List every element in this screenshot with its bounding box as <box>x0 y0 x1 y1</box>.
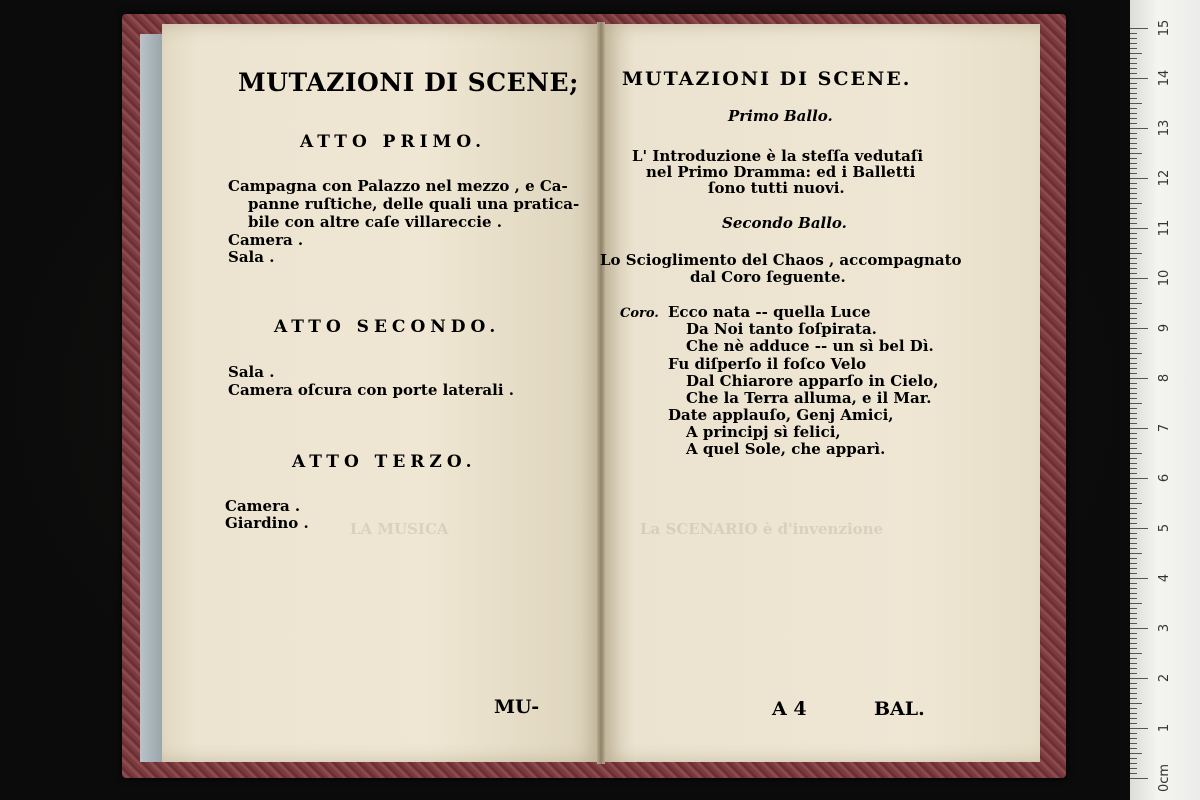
ruler-tick <box>1130 638 1137 639</box>
ruler-tick <box>1130 428 1148 429</box>
ruler-tick <box>1130 418 1137 419</box>
coro-line: Date applauſo, Genj Amici, <box>668 406 894 424</box>
ruler-tick <box>1130 748 1137 749</box>
ballo-line: Lo Scioglimento del Chaos , accompagnato <box>600 251 962 269</box>
ruler-tick <box>1130 233 1137 234</box>
ruler-tick <box>1130 208 1137 209</box>
ruler-tick <box>1130 488 1137 489</box>
ruler-tick <box>1130 413 1137 414</box>
ruler-tick <box>1130 338 1137 339</box>
coro-line: Dal Chiarore apparſo in Cielo, <box>686 372 939 390</box>
ruler-tick <box>1130 68 1137 69</box>
scene-line: Camera . <box>228 231 304 249</box>
ruler-tick <box>1130 568 1137 569</box>
ruler-tick <box>1130 648 1137 649</box>
ruler-tick <box>1130 603 1142 604</box>
ruler-tick <box>1130 763 1137 764</box>
ruler-tick <box>1130 618 1137 619</box>
ruler-tick <box>1130 548 1137 549</box>
ruler-tick <box>1130 273 1137 274</box>
ruler-tick <box>1130 318 1137 319</box>
coro-line: Fu diſperſo il foſco Velo <box>668 355 867 373</box>
ruler-tick <box>1130 768 1137 769</box>
ruler-number: 13 <box>1157 119 1172 137</box>
ruler-tick <box>1130 203 1142 204</box>
ruler-tick <box>1130 588 1137 589</box>
ruler-tick <box>1130 283 1137 284</box>
ruler-tick <box>1130 323 1137 324</box>
ruler-tick <box>1130 353 1142 354</box>
ballo-line: L' Introduzione è la steſſa vedutaſi <box>632 147 924 165</box>
ruler-tick <box>1130 723 1137 724</box>
ballo-heading: Primo Ballo. <box>728 107 833 125</box>
ruler-tick <box>1130 358 1137 359</box>
ruler-tick <box>1130 523 1137 524</box>
ruler-number: 2 <box>1157 673 1172 683</box>
ruler-tick <box>1130 228 1148 229</box>
ballo-heading: Secondo Ballo. <box>722 214 847 232</box>
ruler-tick <box>1130 113 1137 114</box>
ruler-tick <box>1130 493 1137 494</box>
scene-line: Camera oſcura con porte laterali . <box>228 381 514 399</box>
scene-line: Camera . <box>225 497 301 515</box>
ruler-number: 11 <box>1157 219 1172 237</box>
ruler-tick <box>1130 508 1137 509</box>
ruler-tick <box>1130 378 1148 379</box>
ruler-tick <box>1130 98 1137 99</box>
ruler-tick <box>1130 368 1137 369</box>
ruler-tick <box>1130 478 1148 479</box>
ruler-tick <box>1130 773 1137 774</box>
ruler-tick <box>1130 238 1137 239</box>
act-heading: ATTO SECONDO. <box>274 317 501 337</box>
book-gutter <box>597 22 605 764</box>
ruler-tick <box>1130 303 1142 304</box>
ruler-number: 12 <box>1157 169 1172 187</box>
ruler-number: 3 <box>1157 623 1172 633</box>
coro-line: A quel Sole, che apparì. <box>686 440 886 458</box>
ruler-tick <box>1130 218 1137 219</box>
ruler-tick <box>1130 483 1137 484</box>
ruler-tick <box>1130 658 1137 659</box>
ruler-tick <box>1130 153 1142 154</box>
ruler-tick <box>1130 448 1137 449</box>
ruler-tick <box>1130 363 1137 364</box>
ruler-tick <box>1130 663 1137 664</box>
right-page-title: MUTAZIONI DI SCENE. <box>622 68 912 90</box>
ruler-tick <box>1130 473 1137 474</box>
coro-label: Coro. <box>620 306 659 321</box>
ruler-tick <box>1130 713 1137 714</box>
ruler-tick <box>1130 263 1137 264</box>
ruler-tick <box>1130 623 1137 624</box>
ruler-tick <box>1130 433 1137 434</box>
ruler-tick <box>1130 128 1148 129</box>
ruler-number: 6 <box>1157 473 1172 483</box>
ruler-tick <box>1130 633 1137 634</box>
ruler-tick <box>1130 163 1137 164</box>
ruler-tick <box>1130 733 1137 734</box>
ruler-tick <box>1130 123 1137 124</box>
ruler-tick <box>1130 613 1137 614</box>
scene-line: bile con altre caſe villareccie . <box>248 213 502 231</box>
ruler-tick <box>1130 698 1137 699</box>
ruler-tick <box>1130 553 1142 554</box>
ruler-tick <box>1130 468 1137 469</box>
ruler-tick <box>1130 423 1137 424</box>
bleed-through: La SCENARIO è d'invenzione <box>640 520 884 538</box>
ruler-tick <box>1130 158 1137 159</box>
ruler-tick <box>1130 193 1137 194</box>
coro-line: Ecco nata -- quella Luce <box>668 303 871 321</box>
ruler-tick <box>1130 313 1137 314</box>
ballo-line: nel Primo Dramma: ed i Balletti <box>646 163 916 181</box>
ruler-tick <box>1130 528 1148 529</box>
catchword: MU- <box>494 696 540 718</box>
ruler-tick <box>1130 388 1137 389</box>
signature-mark: A 4 <box>772 698 807 720</box>
ruler-tick <box>1130 178 1148 179</box>
ruler-tick <box>1130 628 1148 629</box>
ruler-number: 8 <box>1157 373 1172 383</box>
ruler-tick <box>1130 183 1137 184</box>
coro-line: Che nè adduce -- un sì bel Dì. <box>686 337 934 355</box>
ruler-tick <box>1130 48 1137 49</box>
ruler-tick <box>1130 93 1137 94</box>
ruler-tick <box>1130 333 1137 334</box>
ruler-tick <box>1130 643 1137 644</box>
ruler-tick <box>1130 738 1137 739</box>
ruler-tick <box>1130 173 1137 174</box>
ruler-tick <box>1130 683 1137 684</box>
left-page-title: MUTAZIONI DI SCENE; <box>238 68 579 97</box>
ruler-tick <box>1130 458 1137 459</box>
ruler-tick <box>1130 53 1142 54</box>
ruler-tick <box>1130 248 1137 249</box>
ruler-tick <box>1130 28 1148 29</box>
ruler-tick <box>1130 223 1137 224</box>
ballo-line: ſono tutti nuovi. <box>708 179 845 197</box>
ruler-tick <box>1130 398 1137 399</box>
ruler-tick <box>1130 728 1148 729</box>
ruler-tick <box>1130 743 1137 744</box>
ruler-tick <box>1130 563 1137 564</box>
ruler-tick <box>1130 758 1137 759</box>
ruler-tick <box>1130 373 1137 374</box>
ruler-tick <box>1130 58 1137 59</box>
ruler-tick <box>1130 538 1137 539</box>
ruler-number: 0cm <box>1157 763 1172 793</box>
ruler-tick <box>1130 533 1137 534</box>
ruler-tick <box>1130 268 1137 269</box>
ruler-tick <box>1130 578 1148 579</box>
ruler-tick <box>1130 573 1137 574</box>
ruler-tick <box>1130 438 1137 439</box>
ruler-tick <box>1130 88 1137 89</box>
act-heading: ATTO PRIMO. <box>300 132 487 152</box>
ruler-tick <box>1130 703 1142 704</box>
ruler-tick <box>1130 148 1137 149</box>
ruler-tick <box>1130 753 1142 754</box>
ruler-tick <box>1130 278 1148 279</box>
ruler-tick <box>1130 298 1137 299</box>
ruler-number: 4 <box>1157 573 1172 583</box>
ballo-line: dal Coro ſeguente. <box>690 268 846 286</box>
ruler-tick <box>1130 293 1137 294</box>
ruler-tick <box>1130 708 1137 709</box>
ruler-tick <box>1130 243 1137 244</box>
ruler-tick <box>1130 103 1142 104</box>
ruler-tick <box>1130 213 1137 214</box>
ruler-tick <box>1130 778 1148 779</box>
ruler-tick <box>1130 83 1137 84</box>
ruler-tick <box>1130 168 1137 169</box>
scene-line: Giardino . <box>225 514 309 532</box>
coro-line: Da Noi tanto ſoſpirata. <box>686 320 877 338</box>
ruler-tick <box>1130 138 1137 139</box>
ruler-tick <box>1130 308 1137 309</box>
ruler-tick <box>1130 133 1137 134</box>
ruler-tick <box>1130 513 1137 514</box>
ruler-tick <box>1130 558 1137 559</box>
ruler-tick <box>1130 288 1137 289</box>
ruler-number: 14 <box>1157 69 1172 87</box>
ruler-tick <box>1130 463 1137 464</box>
catchword: BAL. <box>874 698 925 720</box>
ruler-tick <box>1130 328 1148 329</box>
ruler-tick <box>1130 188 1137 189</box>
act-heading: ATTO TERZO. <box>292 452 477 472</box>
bleed-through: LA MUSICA <box>350 520 449 538</box>
ruler-tick <box>1130 503 1142 504</box>
ruler-tick <box>1130 393 1137 394</box>
ruler-tick <box>1130 78 1148 79</box>
coro-line: Che la Terra alluma, e il Mar. <box>686 389 932 407</box>
ruler-tick <box>1130 63 1137 64</box>
ruler-tick <box>1130 593 1137 594</box>
ruler-tick <box>1130 688 1137 689</box>
ruler-tick <box>1130 383 1137 384</box>
ruler-tick <box>1130 518 1137 519</box>
ruler-tick <box>1130 118 1137 119</box>
ruler-tick <box>1130 653 1142 654</box>
scene-line: panne ruſtiche, delle quali una pratica- <box>248 195 580 213</box>
ruler-number: 5 <box>1157 523 1172 533</box>
ruler-tick <box>1130 453 1142 454</box>
ruler-tick <box>1130 108 1137 109</box>
ruler-tick <box>1130 718 1137 719</box>
ruler-tick <box>1130 668 1137 669</box>
coro-line: A principj sì felici, <box>686 423 841 441</box>
ruler-tick <box>1130 348 1137 349</box>
ruler-tick <box>1130 543 1137 544</box>
ruler-tick <box>1130 143 1137 144</box>
ruler-tick <box>1130 608 1137 609</box>
ruler-number: 7 <box>1157 423 1172 433</box>
ruler-tick <box>1130 498 1137 499</box>
ruler-tick <box>1130 38 1137 39</box>
ruler-tick <box>1130 258 1137 259</box>
ruler-number: 10 <box>1157 269 1172 287</box>
ruler-number: 15 <box>1157 19 1172 37</box>
ruler-tick <box>1130 43 1137 44</box>
ruler-tick <box>1130 583 1137 584</box>
ruler-tick <box>1130 408 1137 409</box>
ruler-tick <box>1130 73 1137 74</box>
ruler-number: 9 <box>1157 323 1172 333</box>
ruler-tick <box>1130 598 1137 599</box>
ruler-tick <box>1130 403 1142 404</box>
ruler-tick <box>1130 678 1148 679</box>
ruler-tick <box>1130 673 1137 674</box>
ruler-tick <box>1130 343 1137 344</box>
ruler-tick <box>1130 443 1137 444</box>
ruler-tick <box>1130 253 1142 254</box>
scene-line: Sala . <box>228 248 275 266</box>
ruler-tick <box>1130 693 1137 694</box>
ruler-tick <box>1130 33 1137 34</box>
ruler-tick <box>1130 198 1137 199</box>
ruler-number: 1 <box>1157 723 1172 733</box>
scene-line: Campagna con Palazzo nel mezzo , e Ca- <box>228 177 568 195</box>
scene-line: Sala . <box>228 363 275 381</box>
